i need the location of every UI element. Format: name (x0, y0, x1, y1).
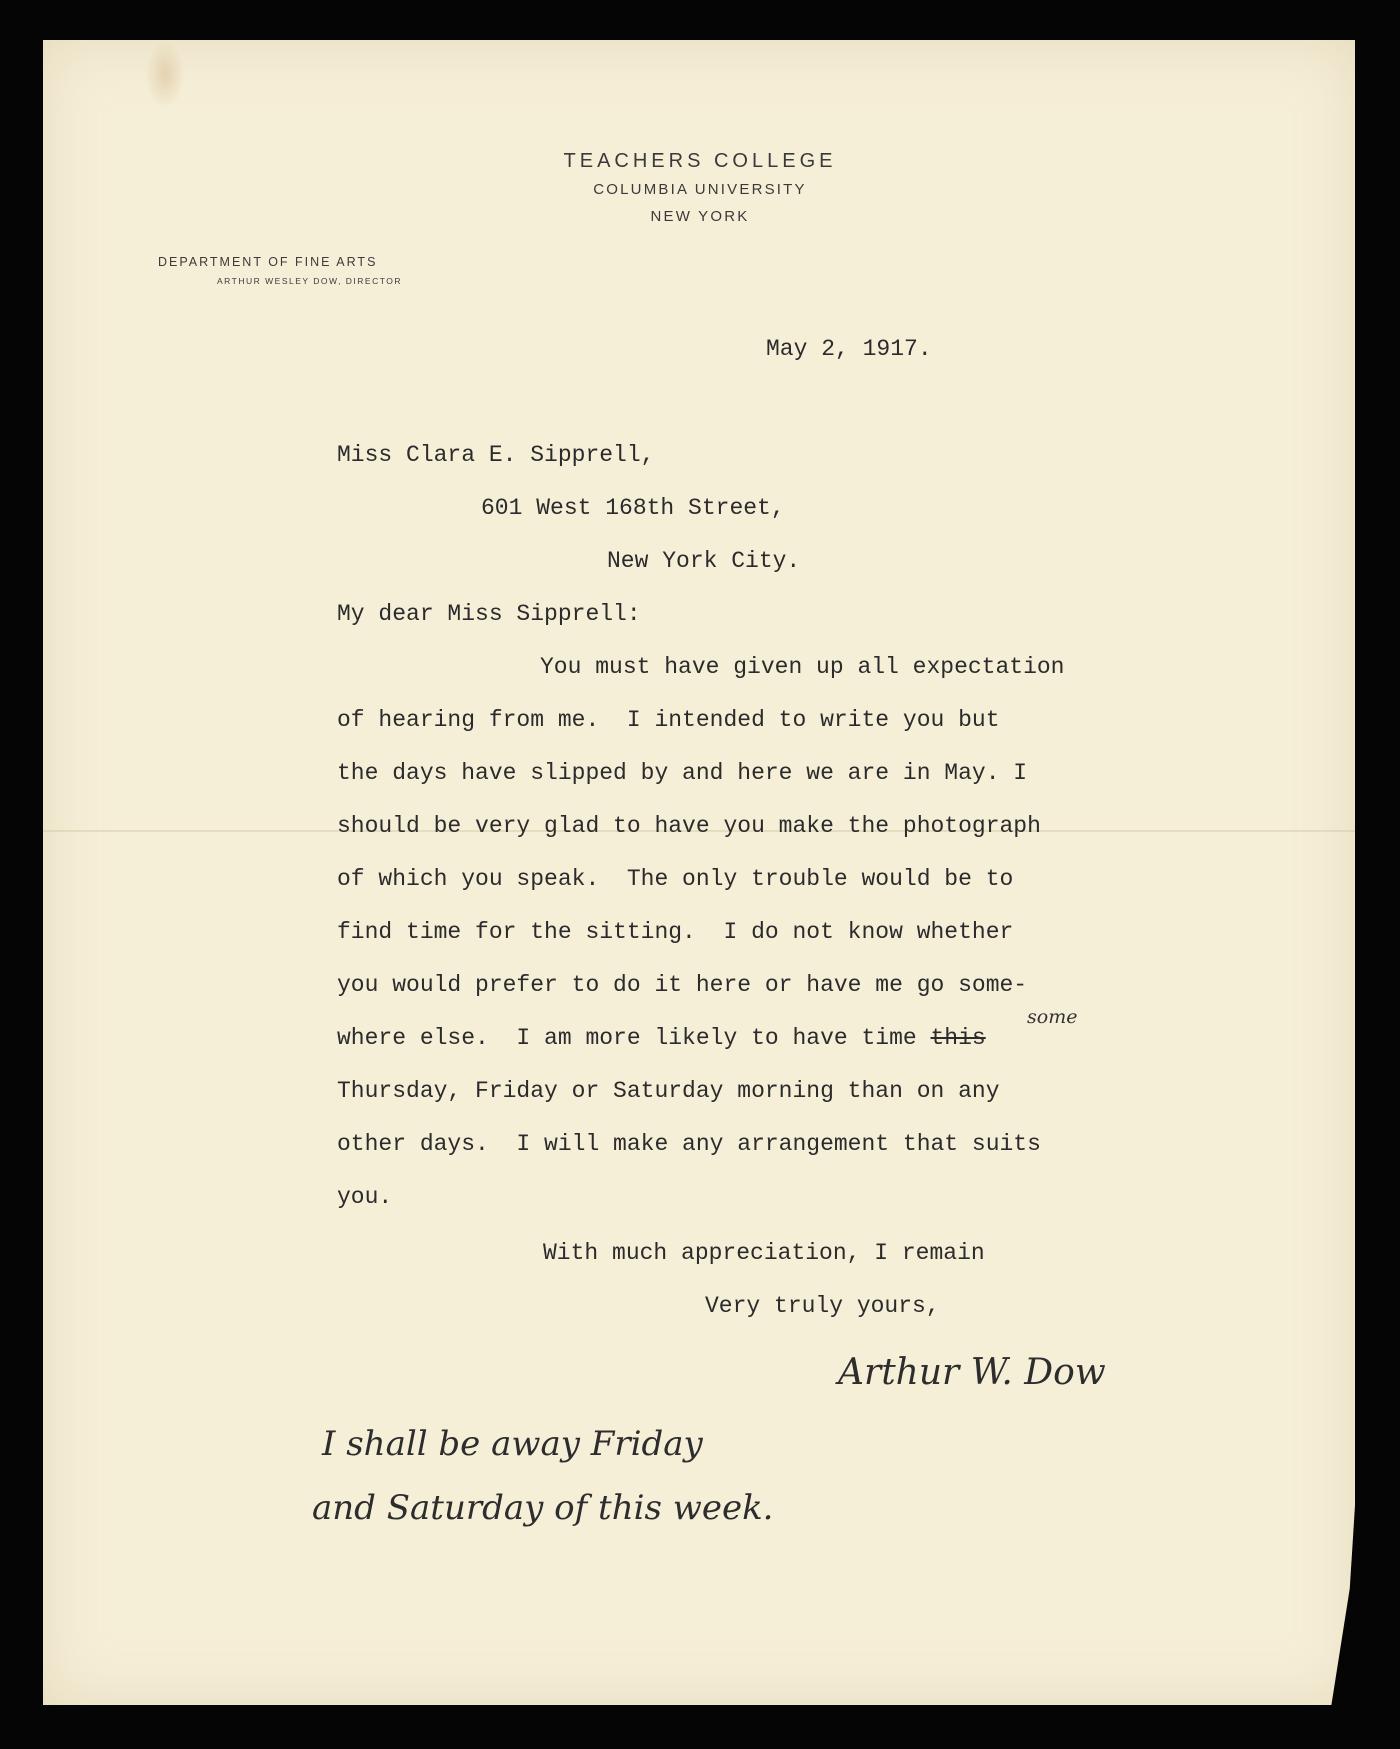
closing-line: With much appreciation, I remain (543, 1240, 985, 1266)
body-line-3: the days have slipped by and here we are in May. I (337, 760, 1028, 786)
signature: Arthur W. Dow (838, 1352, 1106, 1393)
body-line-8 (337, 1025, 986, 1051)
handwritten-note-line-2: and Saturday of this week. (312, 1488, 774, 1528)
body-line-11: you. (337, 1184, 393, 1210)
salutation: My dear Miss Sipprell: (337, 601, 641, 627)
body-line-8-text: where else. I am more likely to have time (337, 1025, 931, 1051)
letterhead-university: COLUMBIA UNIVERSITY (593, 181, 807, 198)
body-line-9: Thursday, Friday or Saturday morning than on any (337, 1078, 1000, 1104)
letterhead-college: TEACHERS COLLEGE (563, 150, 837, 172)
address-line-city: New York City. (607, 548, 801, 574)
body-line-10: other days. I will make any arrangement that suits (337, 1131, 1041, 1157)
valediction: Very truly yours, (705, 1293, 940, 1319)
letterhead-department: DEPARTMENT OF FINE ARTS (158, 255, 378, 269)
body-line-2: of hearing from me. I intended to write you but (337, 707, 1000, 733)
body-line-5: of which you speak. The only trouble would be to (337, 866, 1014, 892)
body-line-4: should be very glad to have you make the photograph (337, 813, 1041, 839)
letterhead-city: NEW YORK (650, 208, 750, 225)
address-line-street: 601 West 168th Street, (481, 495, 785, 521)
body-line-1: You must have given up all expectation (540, 654, 1065, 680)
address-line-name: Miss Clara E. Sipprell, (337, 442, 655, 468)
paper-stain (145, 40, 185, 110)
letter-date: May 2, 1917. (766, 336, 932, 362)
struck-word: this (930, 1025, 986, 1051)
handwritten-note-line-1: I shall be away Friday (322, 1424, 703, 1464)
letterhead-director: ARTHUR WESLEY DOW, DIRECTOR (217, 276, 403, 286)
inserted-word: some (1027, 1006, 1078, 1028)
body-line-6: find time for the sitting. I do not know whether (337, 919, 1014, 945)
body-line-7: you would prefer to do it here or have me go some- (337, 972, 1028, 998)
